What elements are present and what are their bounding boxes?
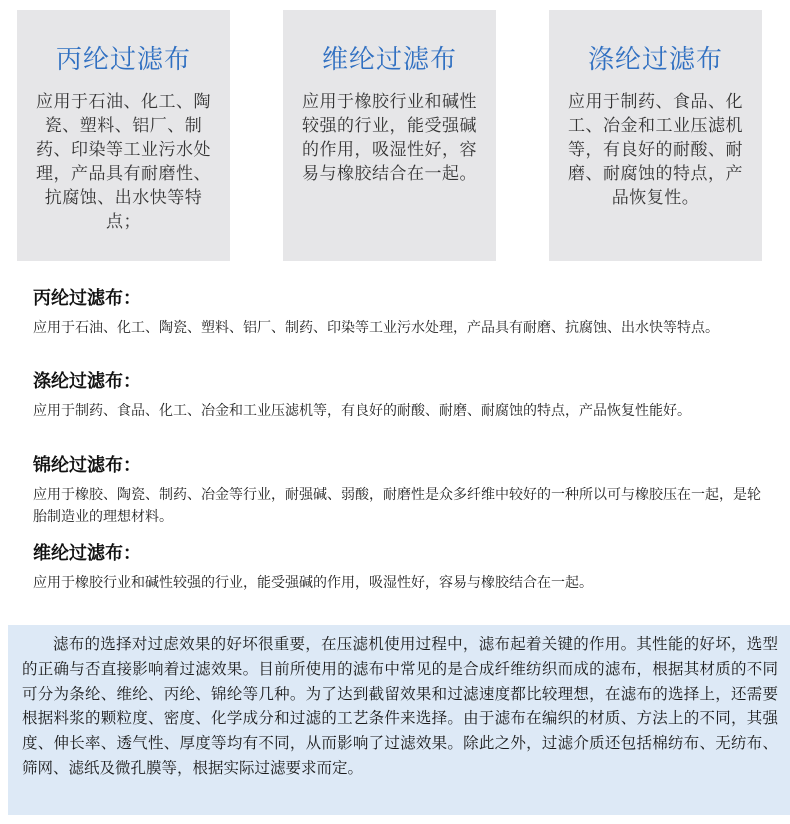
section-text: 应用于橡胶行业和碱性较强的行业，能受强碱的作用，吸湿性好，容易与橡胶结合在一起。: [33, 575, 593, 591]
card-description: 应用于制药、食品、化工、冶金和工业压滤机等，有良好的耐酸、耐磨、耐腐蚀的特点，产品恢复性。: [568, 92, 743, 208]
card-description: 应用于石油、化工、陶瓷、塑料、铝厂、制药、印染等工业污水处理，产品具有耐磨性、抗腐蚀、出水快等特点；: [36, 92, 211, 232]
card-description: 应用于橡胶行业和碱性较强的行业，能受强碱的作用，吸湿性好，容易与橡胶结合在一起。: [302, 92, 477, 184]
card-vinylon: [283, 10, 496, 261]
card-title: 丙纶过滤布: [55, 45, 191, 75]
card-title: 涤纶过滤布: [587, 45, 723, 75]
card-title: 维纶过滤布: [321, 45, 457, 75]
section-text: 应用于橡胶、陶瓷、制药、冶金等行业，耐强碱、弱酸，耐磨性是众多纤维中较好的一种所以可与橡胶压在一起，是轮胎制造业的理想材料。: [33, 487, 761, 525]
section-text: 应用于石油、化工、陶瓷、塑料、铝厂、制药、印染等工业污水处理，产品具有耐磨、抗腐蚀、出水快等特点。: [33, 320, 719, 336]
section-heading: 维纶过滤布：: [33, 543, 141, 564]
section-nylon: [33, 454, 773, 528]
card-polyester: [549, 10, 762, 261]
filter-cloth-notice: 滤布的选择对过虑效果的好坏很重要，在压滤机使用过程中，滤布起着关键的作用。其性能的好坏，选型的正确与否直接影响着过滤效果。目前所使用的滤布中常见的是合成纤维纺织而成的滤布，根据其材质的不同可分为条纶、维纶、丙纶、锦纶等几种。为了达到截留效果和过滤速度都比较理想，在滤布的选择上，还需要根据料浆的颗粒度、密度、化学成分和过滤的工艺条件来选择。由于滤布在编织的材质、方法上的不同，其强度、伸长率、透气性、厚度等均有不同，从而影响了过滤效果。除此之外，过滤介质还包括棉纺布、无纺布、筛网、滤纸及微孔膜等，根据实际过滤要求而定。: [8, 625, 790, 815]
card-polypropylene: [17, 10, 230, 261]
section-vinylon: [33, 542, 773, 594]
section-heading: 涤纶过滤布：: [33, 371, 141, 392]
section-text: 应用于制药、食品、化工、冶金和工业压滤机等，有良好的耐酸、耐磨、耐腐蚀的特点，产品恢复性能好。: [33, 403, 691, 419]
section-heading: 丙纶过滤布：: [33, 288, 141, 309]
section-heading: 锦纶过滤布：: [33, 455, 141, 476]
section-polypropylene: [33, 287, 773, 339]
section-polyester: [33, 370, 773, 422]
